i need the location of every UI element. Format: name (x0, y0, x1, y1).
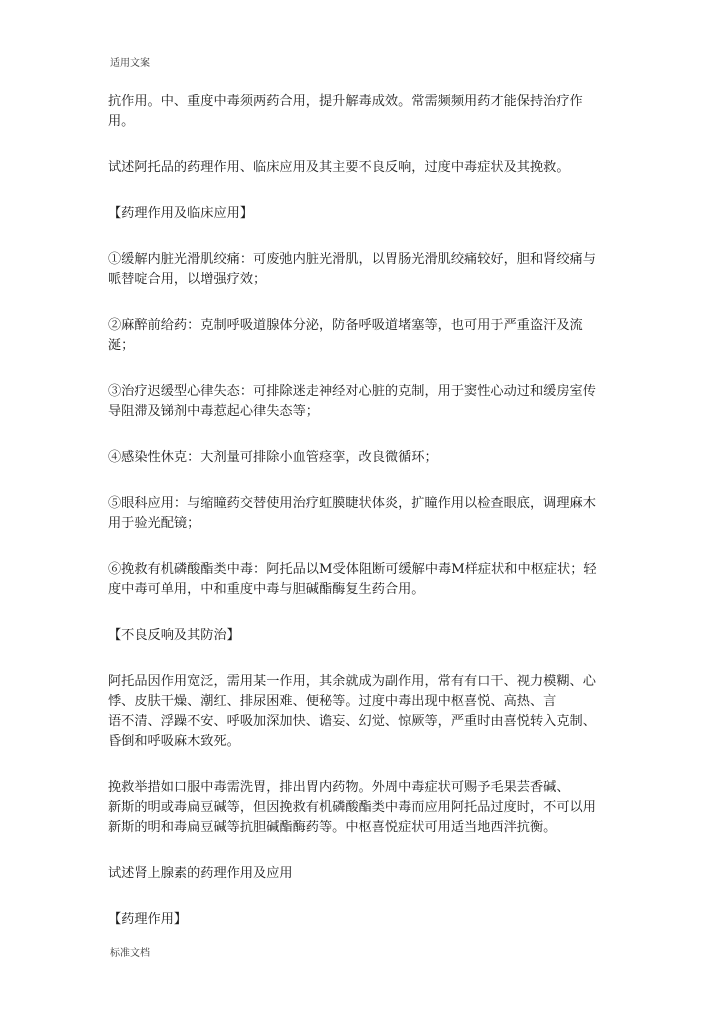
section-heading-adverse: 【不良反响及其防治】 (108, 628, 240, 643)
list-item-4: ④感染性休克：大剂量可排除小血管痉挛，改良微循环； (108, 450, 438, 465)
list-item-1: ①缓解内脏光滑肌绞痛：可废弛内脏光滑肌，以胃肠光滑肌绞痛较好，胆和肾绞痛与哌替啶合用，以增强疗效； (108, 252, 596, 287)
paragraph-adverse-effects-cont: 语不清、浮躁不安、呼吸加深加快、谵妄、幻觉、惊厥等，严重时由喜悦转入克制、昏倒和呼吸麻木致死。 (108, 714, 596, 749)
paragraph-adverse-effects: 阿托品因作用宽泛，需用某一作用，其余就成为副作用，常有有口干、视力模糊、心悸、皮肤干燥、潮红、排尿困难、便秘等。过度中毒出现中枢喜悦、高热、言 (108, 674, 596, 709)
list-item-2: ②麻醉前给药：克制呼吸道腺体分泌，防备呼吸道堵塞等，也可用于严重盗汗及流涎； (108, 318, 583, 353)
list-item-3: ③治疗迟缓型心律失态：可排除迷走神经对心脏的克制，用于窦性心动过和缓房室传导阻滞及锑剂中毒惹起心律失态等； (108, 384, 596, 419)
paragraph-continuation: 抗作用。中、重度中毒须两药合用，提升解毒成效。常需频频用药才能保持治疗作用。 (108, 94, 583, 129)
paragraph-rescue-cont: 新斯的明或毒扁豆碱等，但因挽救有机磷酸酯类中毒而应用阿托品过度时，不可以用新斯的明和毒扁豆碱等抗胆碱酯酶药等。中枢喜悦症状可用适当地西泮抗衡。 (108, 800, 596, 835)
page-footer: 标准文档 (110, 948, 150, 959)
question-epinephrine: 试述肾上腺素的药理作用及应用 (108, 866, 293, 881)
document-body (108, 92, 608, 930)
list-item-5: ⑤眼科应用：与缩瞳药交替使用治疗虹膜睫状体炎，扩瞳作用以检查眼底，调理麻木用于验光配镜； (108, 496, 596, 531)
section-heading-pharmacology: 【药理作用及临床应用】 (108, 206, 254, 221)
list-item-6: ⑥挽救有机磷酸酯类中毒：阿托品以M受体阻断可缓解中毒M样症状和中枢症状；轻度中毒可单用，中和重度中毒与胆碱酯酶复生药合用。 (108, 562, 597, 597)
question-atropine: 试述阿托品的药理作用、临床应用及其主要不良反响，过度中毒症状及其挽救。 (108, 160, 570, 175)
page-header: 适用文案 (110, 58, 150, 69)
section-heading-epinephrine: 【药理作用】 (108, 912, 188, 927)
paragraph-rescue: 挽救举措如口服中毒需洗胃，排出胃内药物。外周中毒症状可赐予毛果芸香碱、 (108, 780, 570, 795)
